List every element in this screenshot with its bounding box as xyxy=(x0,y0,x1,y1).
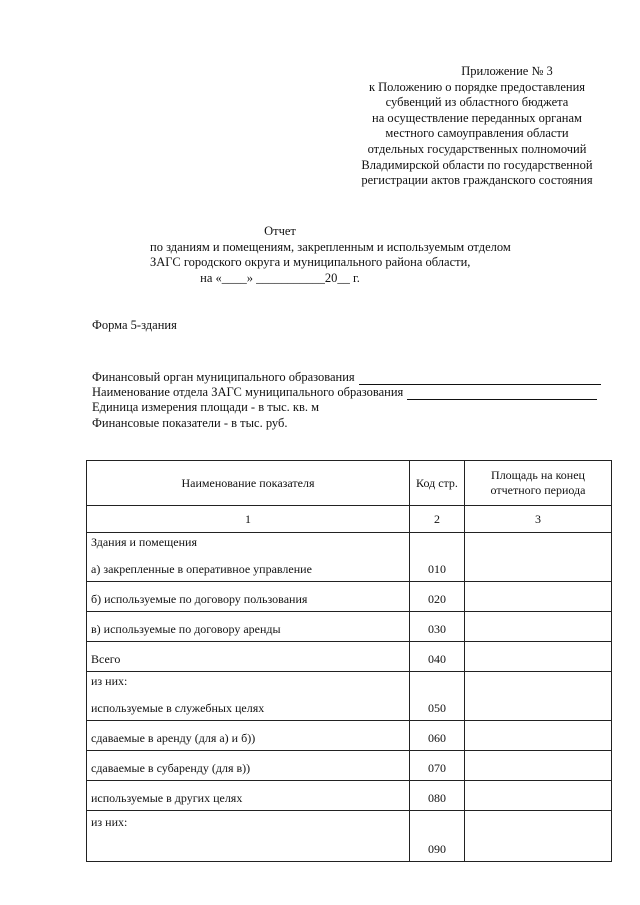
row-label: Всего xyxy=(87,642,410,672)
meta-block xyxy=(92,370,601,431)
report-line: ЗАГС городского округа и муниципального района области, xyxy=(150,255,471,269)
row-value[interactable] xyxy=(465,582,612,612)
report-title: Отчет xyxy=(264,224,296,238)
table-row xyxy=(87,533,612,582)
row-label: в) используемые по договору аренды xyxy=(87,612,410,642)
row-code: 080 xyxy=(410,781,465,811)
row-label: используемые в других целях xyxy=(87,781,410,811)
financial-body-row xyxy=(92,370,601,385)
financial-indicators-text: Финансовые показатели - в тыс. руб. xyxy=(92,415,288,430)
zags-department-field[interactable] xyxy=(407,388,597,400)
row-code: 070 xyxy=(410,751,465,781)
row-value[interactable] xyxy=(465,781,612,811)
table-row xyxy=(87,612,612,642)
table-row xyxy=(87,751,612,781)
table-row xyxy=(87,642,612,672)
row-code: 040 xyxy=(410,642,465,672)
zags-department-row xyxy=(92,385,601,400)
row-label-cell xyxy=(87,811,410,862)
table-row xyxy=(87,811,612,862)
row-code: 050 xyxy=(410,672,465,721)
row-label: сдаваемые в субаренду (для в)) xyxy=(87,751,410,781)
row-value[interactable] xyxy=(465,642,612,672)
appendix-line: субвенций из областного бюджета xyxy=(385,95,569,110)
row-label: используемые в служебных целях xyxy=(91,701,265,715)
appendix-line: отдельных государственных полномочий xyxy=(367,141,587,156)
appendix-line: Владимирской области по государственной xyxy=(361,157,593,172)
table-row xyxy=(87,781,612,811)
appendix-line: к Положению о порядке предоставления xyxy=(368,79,586,94)
row-code: 090 xyxy=(410,811,465,862)
appendix-line: на осуществление переданных органам xyxy=(372,110,582,125)
appendix-block xyxy=(347,64,607,189)
table-header-row xyxy=(87,461,612,506)
column-number: 3 xyxy=(465,506,612,533)
zags-department-label: Наименование отдела ЗАГС муниципального образования xyxy=(92,385,404,400)
row-label: б) используемые по договору пользования xyxy=(87,582,410,612)
table-row xyxy=(87,672,612,721)
financial-body-field[interactable] xyxy=(359,373,601,385)
row-value[interactable] xyxy=(465,721,612,751)
area-unit-text: Единица измерения площади - в тыс. кв. м xyxy=(92,400,320,415)
appendix-line: регистрации актов гражданского состояния xyxy=(361,173,593,188)
header-area: Площадь на конец отчетного периода xyxy=(465,461,612,506)
report-date-line: на «____» ___________20__ г. xyxy=(200,270,360,285)
report-line: по зданиям и помещениям, закрепленным и используемым отделом xyxy=(150,239,511,254)
row-value[interactable] xyxy=(465,612,612,642)
column-number: 2 xyxy=(410,506,465,533)
row-label-cell xyxy=(87,672,410,721)
table-row xyxy=(87,582,612,612)
group-label: из них: xyxy=(91,674,128,688)
appendix-title: Приложение № 3 xyxy=(461,64,553,78)
appendix-line: местного самоуправления области xyxy=(385,126,569,141)
column-number: 1 xyxy=(87,506,410,533)
header-indicator: Наименование показателя xyxy=(87,461,410,506)
row-label: сдаваемые в аренду (для а) и б)) xyxy=(87,721,410,751)
row-code: 010 xyxy=(410,533,465,582)
row-label: а) закрепленные в оперативное управление xyxy=(91,562,312,576)
report-heading xyxy=(150,224,511,286)
row-value[interactable] xyxy=(465,672,612,721)
row-value[interactable] xyxy=(465,751,612,781)
report-table xyxy=(86,460,612,862)
financial-body-label: Финансовый орган муниципального образования xyxy=(92,370,355,384)
group-label: Здания и помещения xyxy=(91,535,197,549)
table-row xyxy=(87,721,612,751)
row-value[interactable] xyxy=(465,533,612,582)
row-label-cell xyxy=(87,533,410,582)
group-label: из них: xyxy=(91,815,128,829)
header-code: Код стр. xyxy=(410,461,465,506)
row-code: 030 xyxy=(410,612,465,642)
row-code: 060 xyxy=(410,721,465,751)
form-label: Форма 5-здания xyxy=(92,318,177,332)
column-number-row xyxy=(87,506,612,533)
row-value[interactable] xyxy=(465,811,612,862)
row-code: 020 xyxy=(410,582,465,612)
